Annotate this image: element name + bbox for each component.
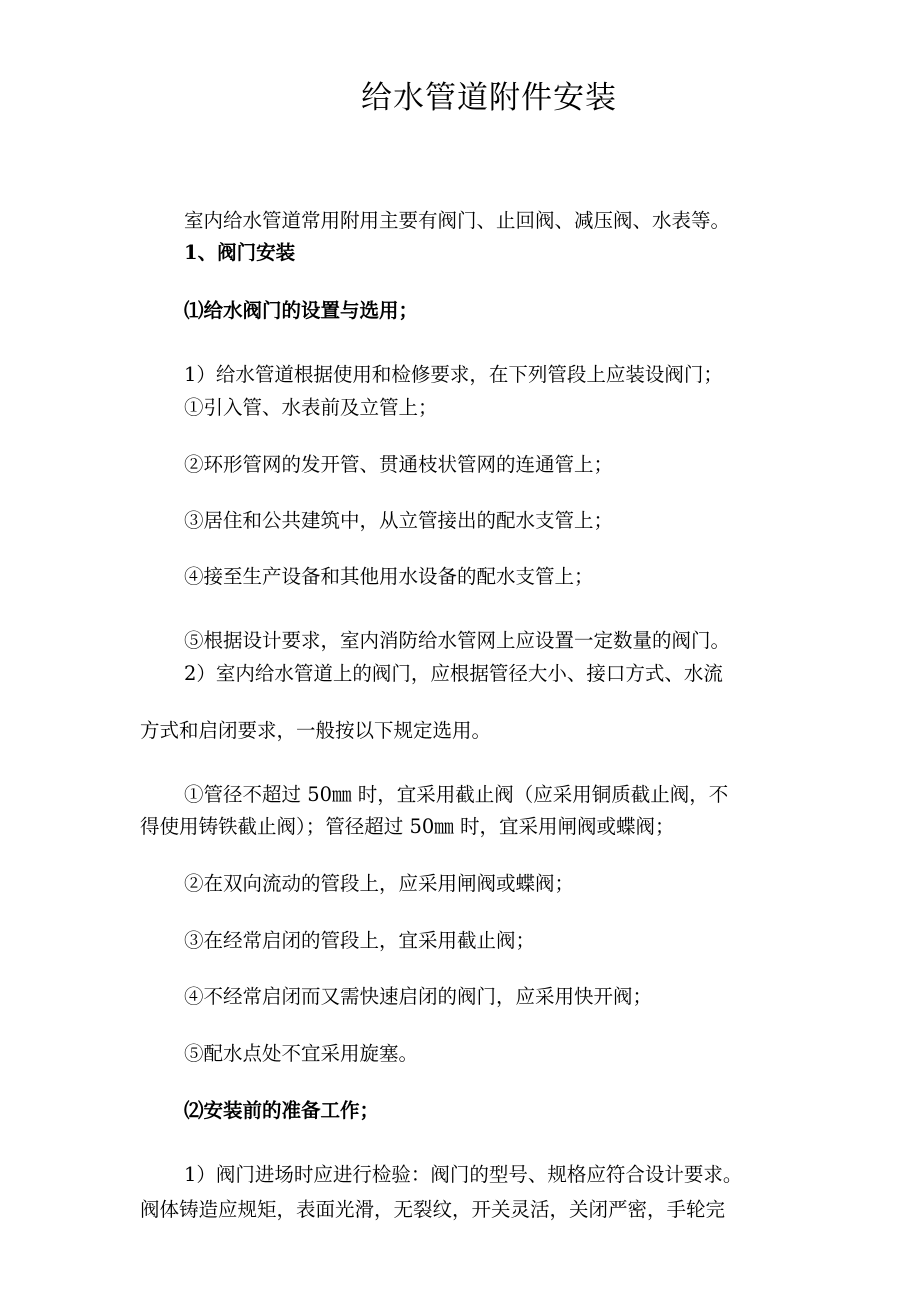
paragraph-intro: 室内给水管道常用附用主要有阀门、止回阀、减压阀、水表等。 [184, 209, 731, 232]
list-item-2: ②环形管网的发开管、贯通枝状管网的连通管上； [184, 453, 614, 476]
selection-item-1-cont: 得使用铸铁截止阀）；管径超过 50㎜ 时，宜采用闸阀或蝶阀； [140, 815, 675, 838]
list-item-1: ①引入管、水表前及立管上； [184, 396, 438, 419]
list-item-5: ⑤根据设计要求，室内消防给水管网上应设置一定数量的阀门。 [184, 629, 731, 652]
preparation-item-1: 1）阀门进场时应进行检验：阀门的型号、规格应符合设计要求。 [184, 1163, 743, 1186]
selection-item-1: ①管径不超过 50㎜ 时，宜采用截止阀（应采用铜质截止阀，不 [184, 783, 729, 806]
paragraph-item-2-cont: 方式和启闭要求，一般按以下规定选用。 [140, 719, 492, 742]
section-heading-valve-installation: 1、阀门安装 [184, 241, 296, 264]
list-item-3: ③居住和公共建筑中，从立管接出的配水支管上； [184, 509, 614, 532]
selection-item-2: ②在双向流动的管段上，应采用闸阀或蝶阀； [184, 872, 575, 895]
selection-item-3: ③在经常启闭的管段上，宜采用截止阀； [184, 929, 536, 952]
selection-item-5: ⑤配水点处不宜采用旋塞。 [184, 1042, 419, 1065]
paragraph-item-1: 1）给水管道根据使用和检修要求，在下列管段上应装设阀门； [184, 363, 723, 386]
document-title: 给水管道附件安装 [361, 80, 617, 116]
selection-item-4: ④不经常启闭而又需快速启闭的阀门，应采用快开阀； [184, 985, 653, 1008]
list-item-4: ④接至生产设备和其他用水设备的配水支管上； [184, 565, 594, 588]
preparation-item-1-cont: 阀体铸造应规矩，表面光滑，无裂纹，开关灵活，关闭严密，手轮完 [140, 1198, 726, 1221]
paragraph-item-2: 2）室内给水管道上的阀门，应根据管径大小、接口方式、水流 [184, 662, 723, 685]
subheading-valve-setting-selection: ⑴给水阀门的设置与选用； [184, 299, 419, 322]
subheading-preparation: ⑵安装前的准备工作； [184, 1099, 380, 1122]
